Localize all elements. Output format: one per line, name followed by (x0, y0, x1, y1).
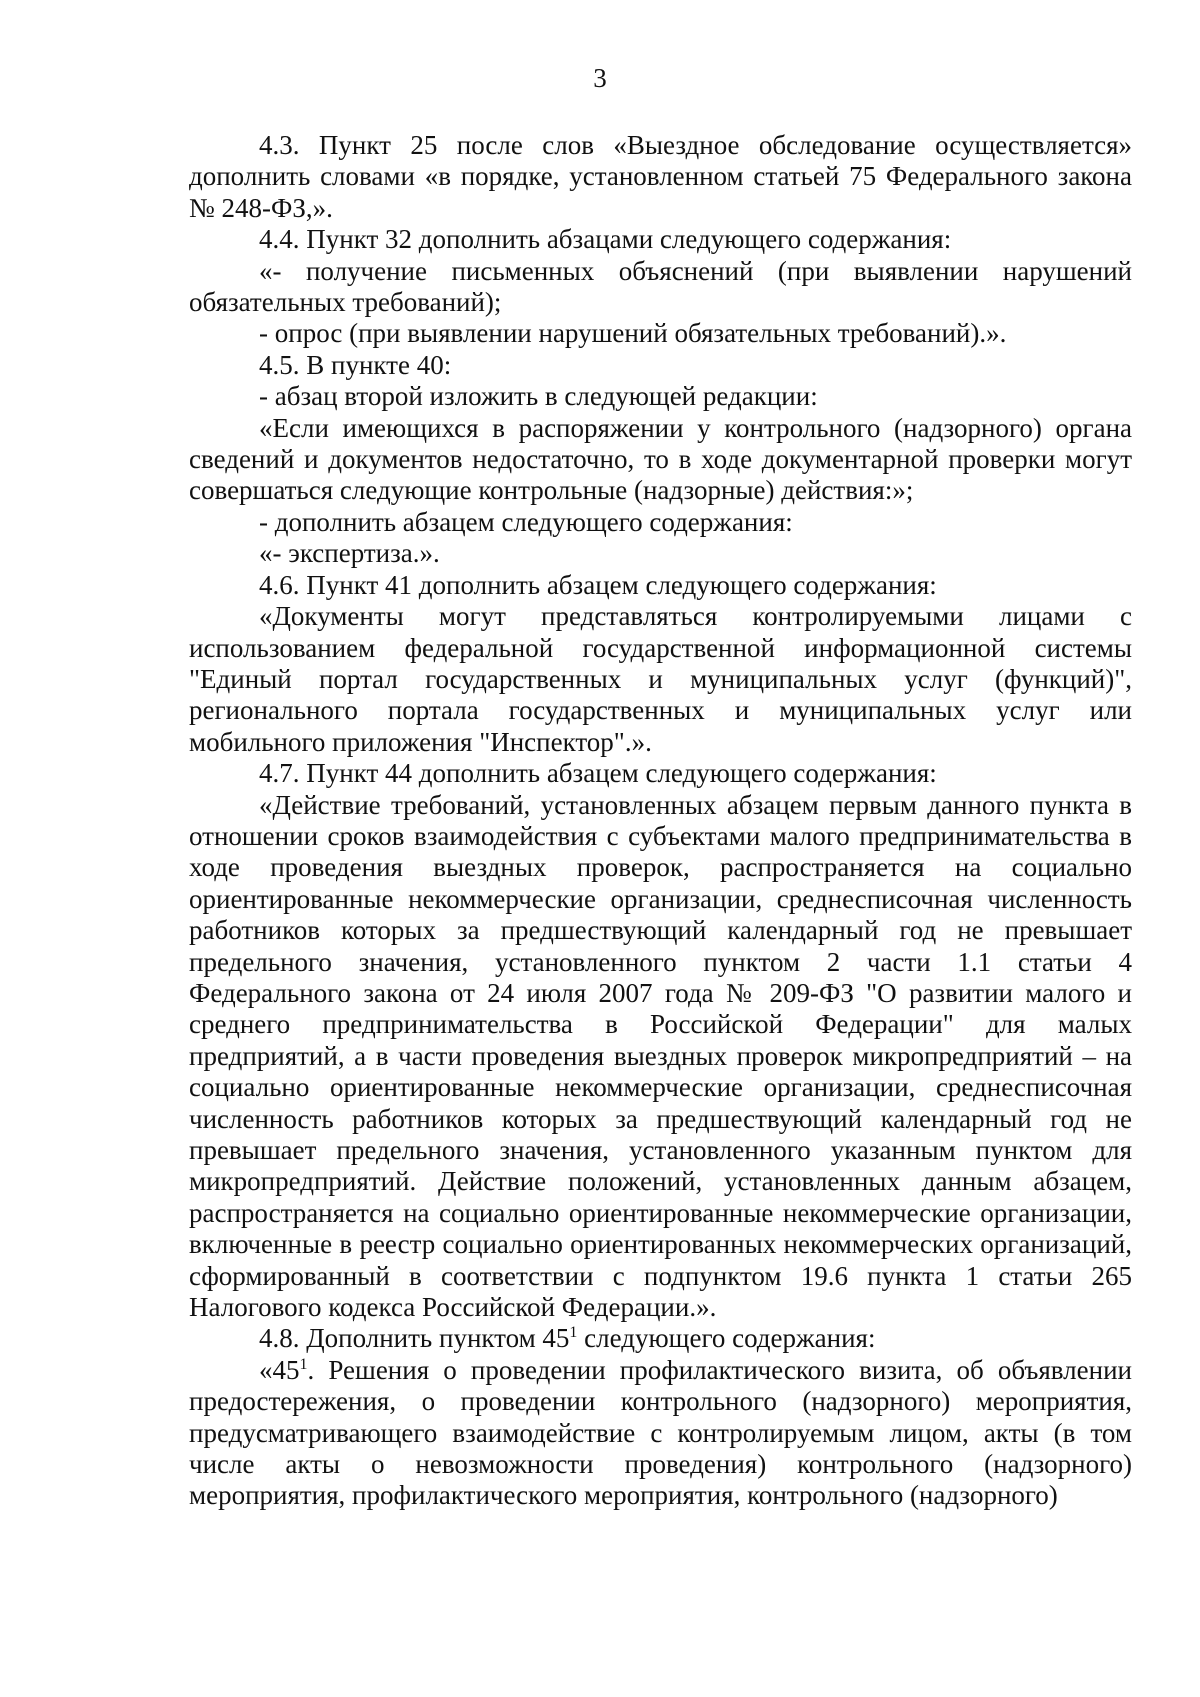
paragraph-4-5: 4.5. В пункте 40: (259, 349, 452, 380)
paragraph-4-3: 4.3. Пункт 25 после слов «Выездное обследование осуществляется» дополнить словами «в порядке, установленном статьей 75 Федерального закона № 248-ФЗ,». (189, 130, 1132, 223)
superscript: 1 (299, 1355, 308, 1373)
paragraph-4-4: 4.4. Пункт 32 дополнить абзацами следующего содержания: (259, 224, 952, 255)
paragraph-4-6-quote: «Документы могут представляться контролируемыми лицами с использованием федеральной государственной информационной системы "Единый портал государственных и муниципальных услуг (функций)", регионального портала государственных и муниципальных услуг или мобильного приложения "Инспектор".». (189, 601, 1132, 757)
paragraph-45-1 (189, 1355, 1132, 1512)
paragraph-4-8-text-end: следующего содержания: (577, 1323, 876, 1354)
paragraph-45-1-start: «45 (259, 1354, 300, 1385)
paragraph-4-5-expertise: «- экспертиза.». (259, 538, 440, 569)
paragraph-4-5-quote: «Если имеющихся в распоряжении у контрольного (надзорного) органа сведений и документов недостаточно, то в ходе документарной проверки могут совершаться следующие контрольные (надзорные) действия:»; (189, 412, 1132, 506)
paragraph-4-7: 4.7. Пункт 44 дополнить абзацем следующего содержания: (259, 758, 937, 789)
paragraph-4-7-quote: «Действие требований, установленных абзацем первым данного пункта в отношении сроков взаимодействия с субъектами малого предпринимательства в ходе проведения выездных проверок, распространяется на социально ориентированные некоммерческие организации, среднесписочная численность работников которых за предшествующий календарный год не превышает предельного значения, установленного пунктом 2 части 1.1 статьи 4 Федерального закона от 24 июля 2007 года № 209-ФЗ "О развитии малого и среднего предпринимательства в Российской Федерации" для малых предприятий, а в части проведения выездных проверок микропредприятий – на социально ориентированные некоммерческие организации, среднесписочная численность работников которых за предшествующий календарный год не превышает предельного значения, установленного указанным пунктом для микропредприятий. Действие положений, установленных данным абзацем, распространяется на социально ориентированные некоммерческие организации, включенные в реестр социально ориентированных некоммерческих организаций, сформированный в соответствии с подпунктом 19.6 пункта 1 статьи 265 Налогового кодекса Российской Федерации.». (189, 789, 1132, 1323)
paragraph-4-8-text: 4.8. Дополнить пунктом 45 (259, 1323, 570, 1354)
paragraph-45-1-text: . Решения о проведении профилактического визита, об объявлении предостережения, о проведении контрольного (надзорного) мероприятия, предусматривающего взаимодействие с контролируемым лицом, акты (в том числе акты о невозможности проведения) контрольного (надзорного) мероприятия, профилактического мероприятия, контрольного (надзорного) (189, 1354, 1132, 1511)
superscript: 1 (569, 1324, 578, 1342)
paragraph-4-5-item-second-indent: - абзац второй изложить в следующей редакции: (259, 381, 818, 412)
paragraph-4-4-item-survey: - опрос (при выявлении нарушений обязательных требований).». (259, 318, 1007, 349)
paragraph-4-5-item-add-indent: - дополнить абзацем следующего содержания: (259, 506, 793, 537)
paragraph-4-6: 4.6. Пункт 41 дополнить абзацем следующего содержания: (259, 569, 937, 600)
document-body (189, 130, 1132, 1512)
paragraph-4-8 (189, 1323, 1132, 1354)
paragraph-4-4-item-explanations: «- получение письменных объяснений (при выявлении нарушений обязательных требований); (189, 255, 1132, 318)
page-number: 3 (593, 63, 607, 93)
